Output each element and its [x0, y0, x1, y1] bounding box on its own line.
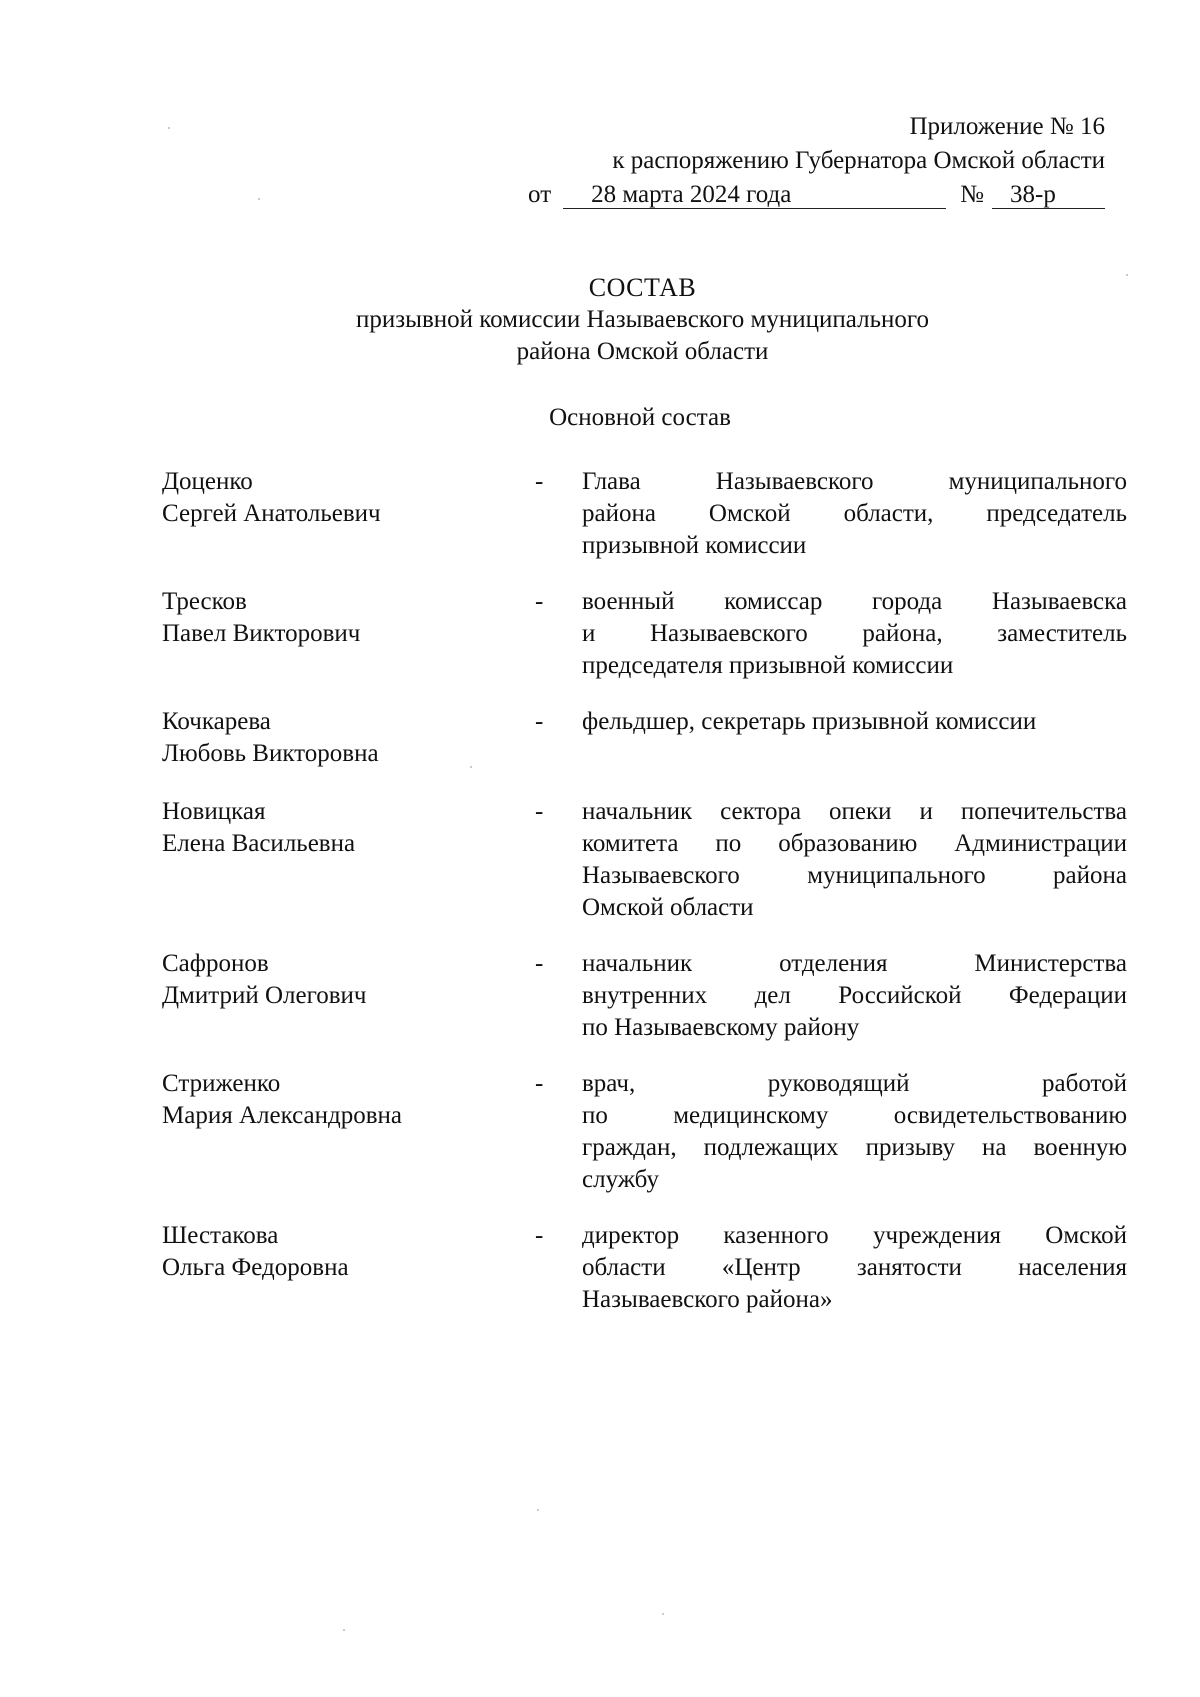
- section-title: Основной состав: [549, 404, 731, 431]
- member-dash: -: [535, 1222, 544, 1249]
- scan-speck: [470, 766, 472, 768]
- member-name: [162, 706, 532, 796]
- scan-speck: [258, 198, 260, 200]
- role-line: начальник отделения Министерства: [582, 950, 1127, 977]
- member-dash: -: [535, 708, 544, 735]
- member-surname: Шестакова: [162, 1222, 279, 1249]
- member-surname: Кочкарева: [162, 708, 271, 735]
- role-line: службу: [582, 1166, 659, 1193]
- title-heading: СОСТАВ: [588, 273, 697, 302]
- role-line: по медицинскому освидетельствованию: [582, 1102, 1127, 1129]
- role-line: комитета по образованию Администрации: [582, 830, 1127, 857]
- member-given-names: Любовь Викторовна: [162, 740, 379, 767]
- member-surname: Стриженко: [162, 1070, 281, 1097]
- role-line: начальник сектора опеки и попечительства: [582, 798, 1127, 825]
- member-given-names: Ольга Федоровна: [162, 1254, 349, 1281]
- member-role: [582, 1068, 1127, 1220]
- member-given-names: Павел Викторович: [162, 620, 361, 647]
- scan-speck: [662, 1613, 664, 1615]
- member-name: [162, 1068, 532, 1220]
- member-name: [162, 1220, 532, 1340]
- role-line: граждан, подлежащих призыву на военную: [582, 1134, 1127, 1161]
- role-line: председателя призывной комиссии: [582, 652, 954, 679]
- member-entry: [162, 466, 1127, 586]
- member-role: [582, 948, 1127, 1068]
- member-role: [582, 706, 1127, 796]
- number-sign: №: [960, 181, 984, 208]
- role-line: района Омской области, председатель: [582, 500, 1127, 527]
- member-role: [582, 796, 1127, 948]
- title-subtitle-line-1: призывной комиссии Называевского муниципального: [356, 306, 929, 333]
- order-reference: к распоряжению Губернатора Омской области: [612, 147, 1105, 174]
- role-line: фельдшер, секретарь призывной комиссии: [582, 708, 1037, 735]
- member-name: [162, 466, 532, 586]
- role-line: директор казенного учреждения Омской: [582, 1222, 1127, 1249]
- appendix-label: Приложение № 16: [909, 113, 1105, 140]
- member-role: [582, 466, 1127, 586]
- member-dash: -: [535, 468, 544, 495]
- member-entry: [162, 1220, 1127, 1340]
- role-line: Глава Называевского муниципального: [582, 468, 1127, 495]
- order-number: 38-р: [992, 182, 1105, 209]
- scan-speck: [537, 1509, 539, 1511]
- member-dash: -: [535, 588, 544, 615]
- scan-speck: [1126, 274, 1128, 276]
- role-line: по Называевскому району: [582, 1014, 860, 1041]
- order-date: 28 марта 2024 года: [563, 182, 946, 209]
- member-name: [162, 586, 532, 706]
- member-role: [582, 586, 1127, 706]
- member-dash: -: [535, 798, 544, 825]
- role-line: области «Центр занятости населения: [582, 1254, 1127, 1281]
- member-entry: [162, 586, 1127, 706]
- role-line: военный комиссар города Называевска: [582, 588, 1127, 615]
- member-entry: [162, 796, 1127, 948]
- role-line: Называевского муниципального района: [582, 862, 1127, 889]
- members-list: [162, 466, 1127, 1340]
- document-title: [0, 272, 1200, 368]
- member-entry: [162, 706, 1127, 796]
- member-surname: Новицкая: [162, 798, 266, 825]
- member-dash: -: [535, 950, 544, 977]
- member-given-names: Мария Александровна: [162, 1102, 402, 1129]
- member-surname: Сафронов: [162, 950, 269, 977]
- member-role: [582, 1220, 1127, 1340]
- scan-speck: [343, 1629, 345, 1631]
- member-name: [162, 796, 532, 948]
- appendix-header: [455, 110, 1105, 212]
- order-date-line: [455, 178, 1105, 212]
- role-line: призывной комиссии: [582, 532, 807, 559]
- role-line: Омской области: [582, 894, 754, 921]
- member-surname: Доценко: [162, 468, 253, 495]
- member-name: [162, 948, 532, 1068]
- date-prefix: от: [528, 181, 552, 208]
- member-given-names: Сергей Анатольевич: [162, 500, 381, 527]
- member-dash: -: [535, 1070, 544, 1097]
- role-line: врач, руководящий работой: [582, 1070, 1127, 1097]
- scan-speck: [168, 127, 170, 129]
- title-subtitle-line-2: района Омской области: [516, 338, 769, 365]
- role-line: внутренних дел Российской Федерации: [582, 982, 1127, 1009]
- member-given-names: Дмитрий Олегович: [162, 982, 367, 1009]
- member-surname: Тресков: [162, 588, 247, 615]
- member-entry: [162, 1068, 1127, 1220]
- role-line: Называевского района»: [582, 1286, 833, 1313]
- member-entry: [162, 948, 1127, 1068]
- role-line: и Называевского района, заместитель: [582, 620, 1127, 647]
- member-given-names: Елена Васильевна: [162, 830, 356, 857]
